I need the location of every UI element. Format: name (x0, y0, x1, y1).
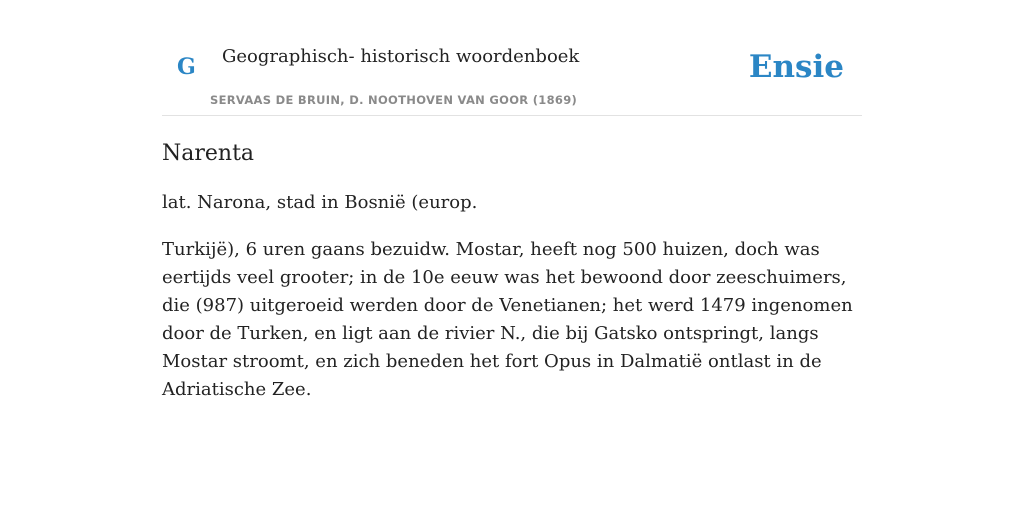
book-title[interactable]: Geographisch- historisch woordenboek (222, 46, 580, 67)
ensie-logo[interactable]: Ensie (748, 49, 844, 85)
book-author: SERVAAS DE BRUIN, D. NOOTHOVEN VAN GOOR (1869) (210, 93, 578, 107)
page-header (162, 0, 862, 116)
letter-g-icon[interactable]: G (177, 54, 196, 80)
entry-title: Narenta (162, 141, 255, 166)
entry-paragraph: lat. Narona, stad in Bosnië (europ. (162, 191, 478, 213)
page-container (162, 0, 862, 404)
entry-paragraph: Turkijë), 6 uren gaans bezuidw. Mostar, heeft nog 500 huizen, doch was eertijds veel grooter; in de 10e eeuw was het bewoond door zeeschuimers, die (987) uitgeroeid werden door de Venetianen; het werd 1479 ingenomen door de Turken, en ligt aan de rivier N., die bij Gatsko ontspringt, langs Mostar stroomt, en zich beneden het fort Opus in Dalmatië ontlast in de Adriatische Zee. (162, 238, 853, 400)
